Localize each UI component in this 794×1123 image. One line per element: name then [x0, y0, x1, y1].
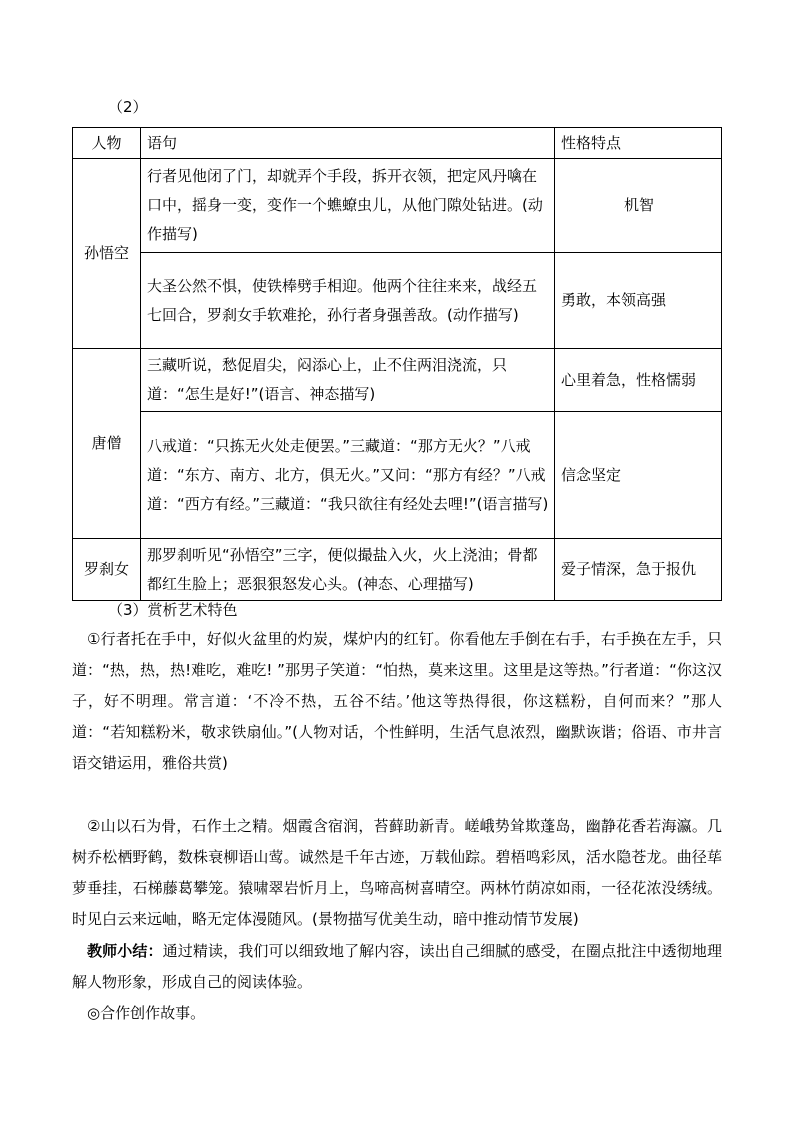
teacher-summary	[72, 936, 722, 998]
table-row	[73, 412, 722, 539]
cooperative-story-line: ◎合作创作故事。	[87, 1004, 206, 1022]
sentence-cell: 行者见他闭了门，却就弄个手段，拆开衣领，把定风丹噙在口中，摇身一变，变作一个蟭蟟虫儿，从他门隙处钻进。(动作描写)	[141, 159, 555, 253]
table-row	[73, 539, 722, 601]
character-analysis-table	[72, 127, 722, 601]
header-sentence: 语句	[141, 128, 555, 159]
table-row	[73, 349, 722, 412]
paragraph-2: ②山以石为骨，石作土之精。烟霞含宿润，苔藓助新青。嵯峨势耸欺蓬岛，幽静花香若海瀛。几树乔松栖野鹤，数株衰柳语山莺。诚然是千年古迹，万载仙踪。碧梧鸣彩凤，活水隐苍龙。曲径荜萝垂挂，石梯藤葛攀笼。猿啸翠岩忻月上，鸟啼高树喜晴空。两林竹荫凉如雨，一径花浓没绣绒。时见白云来远岫，略无定体漫随风。(景物描写优美生动，暗中推动情节发展)	[72, 817, 722, 928]
trait-cell: 心里着急，性格懦弱	[555, 349, 722, 412]
trait-cell: 爱子情深，急于报仇	[555, 539, 722, 601]
table-row	[73, 159, 722, 253]
sentence-cell: 三藏听说，愁促眉尖，闷添心上，止不住两泪浇流，只道：“怎生是好!”(语言、神态描写)	[141, 349, 555, 412]
character-cell: 孙悟空	[73, 159, 141, 349]
sentence-cell: 那罗刹听见“孙悟空”三字，便似撮盐入火，火上浇油；骨都都红生脸上；恶狠狠怒发心头。(神态、心理描写)	[141, 539, 555, 601]
header-character: 人物	[73, 128, 141, 159]
character-cell: 唐僧	[73, 349, 141, 539]
character-cell: 罗刹女	[73, 539, 141, 601]
trait-cell: 机智	[555, 159, 722, 253]
summary-text: 通过精读，我们可以细致地了解内容，读出自己细腻的感受，在圈点批注中透彻地理解人物形象，形成自己的阅读体验。	[72, 942, 722, 991]
sentence-cell: 大圣公然不惧，使铁棒劈手相迎。他两个往往来来，战经五七回合，罗刹女手软难抡，孙行者身强善敌。(动作描写)	[141, 253, 555, 349]
table-row	[73, 253, 722, 349]
section-2-label: （2）	[108, 98, 148, 116]
section-3-label: （3）赏析艺术特色	[108, 601, 238, 619]
header-trait: 性格特点	[555, 128, 722, 159]
table-header-row	[73, 128, 722, 159]
sentence-cell: 八戒道：“只拣无火处走便罢。”三藏道：“那方无火？”八戒道：“东方、南方、北方，俱无火。”又问：“那方有经？”八戒道：“西方有经。”三藏道：“我只欲往有经处去哩!”(语言描写)	[141, 412, 555, 539]
trait-cell: 勇敢，本领高强	[555, 253, 722, 349]
summary-label: 教师小结：	[87, 942, 163, 960]
paragraph-1: ①行者托在手中，好似火盆里的灼炭，煤炉内的红钉。你看他左手倒在右手，右手换在左手，只道：“热，热，热!难吃，难吃! ”那男子笑道：“怕热，莫来这里。这里是这等热。”行者道：“你这汉子，好不明理。常言道：‘不冷不热，五谷不结。’他这等热得很，你这糕粉，自何而来？”那人道：“若知糕粉米，敬求铁扇仙。”(人物对话，个性鲜明，生活气息浓烈，幽默诙谐；俗语、市井言语交错运用，雅俗共赏)	[72, 630, 722, 772]
trait-cell: 信念坚定	[555, 412, 722, 539]
